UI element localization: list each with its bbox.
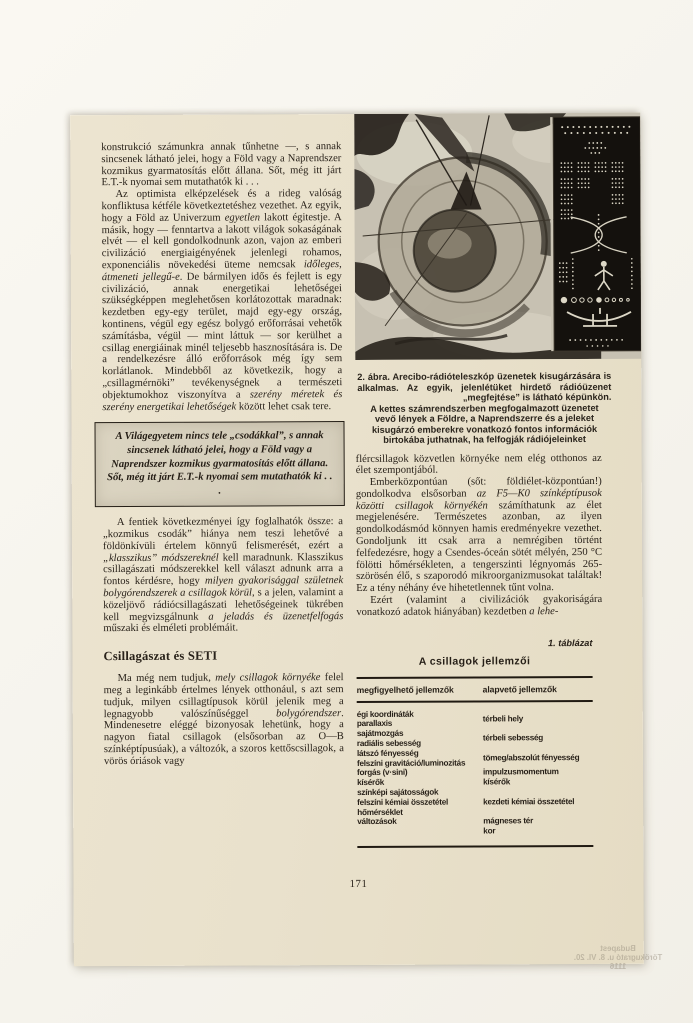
table-row-group (357, 787, 593, 817)
left-column (101, 141, 344, 768)
observable-cell: színképi sajátosságok felszíni kémiai összetétel hőmérséklet (357, 787, 449, 817)
observable-cell: forgás (v·sini) (356, 768, 408, 778)
arecibo-message-panel (550, 117, 641, 351)
stars-characteristics-table (356, 638, 593, 848)
table-row-group (357, 748, 593, 769)
paragraph: Az optimista elképzelések és a rideg valóság konfliktusa kétféle következtetéshez vezethet. Az egyik, hogy a Föld az Univerzum egyetlen lakott égitestje. A másik, hogy — fenntartva a lakott világok sokaságának elvét — el kell gondolkodnunk azon, vajon az emberi civilizáció energiaigényének jelenlegi rohamos, exponenciális növekedési üteme nemcsak időleges, átmeneti jellegű-e. De bármilyen idős és fejlett is egy civilizáció, annak energetikai lehetőségei szükségképpen meglehetősen korlátozottak maradnak: kezdetben egy-egy terület, majd egy-egy ország, kontinens, végül egy egész bolygó erőforrásai vehetők számításba, végül — mint láttuk — sor kerülhet a csillag energiáinak minél teljesebb hasznosítására is. De a rendelkezésre álló erőforrások még így sem korlátlanok. Mindebből az következik, hogy a „csillagmérnöki” tevékenységnek a természeti objektumokhoz viszonyítva a szerény méretek és szerény energetikai lehetőségek között lehet csak tere. (101, 188, 343, 413)
observable-cell: égi koordináták parallaxis (356, 709, 414, 729)
right-column (354, 113, 643, 848)
quote-box-text: A Világegyetem nincs tele „csodákkal”, s annak sincsenek látható jelei, hogy a Föld vagy a Naprendszer kozmikus gyarmatosítás előtt állana. Sőt, még itt járt E.T.-k nyomai sem mutathatók ki . . . (107, 430, 333, 497)
observable-cell: látszó fényesség felszíni gravitáció/luminozitás (356, 748, 466, 768)
figure-caption-part2: A kettes számrendszerben megfogalmazott üzenetet vevő lények a Földre, a Naprendszerre és a jeleket kisugárzó emberekre vonatkozó fontos információk birtokába juthatnak, ha felfogják rádiójeleinket (370, 402, 599, 445)
scanned-page (70, 113, 644, 966)
right-column-text (356, 452, 603, 618)
section-heading: Csillagászat és SETI (103, 648, 218, 664)
table-header-fundamental: alapvető jellemzők (482, 683, 557, 695)
paragraph: Emberközpontúan (sőt: földiélet-központúan!) gondolkodva elsősorban az F5—K0 színképtípusok közötti csillagok környékén számíthatunk az élet megjelenésére. Természetes azonban, az ilyen gondolkodásmód könnyen hamis eredményekre vezethet. Gondoljunk itt csak arra a nemrégiben történt felfedezésre, hogy a Csendes-óceán sötét mélyén, 250 °C fölötti hőmérsékleten, a tengerszinti légnyomás 265-szörösén élő, s szaporodó mikroorganizmusokat találtak! Ez a tény néhány éve hihetetlennek tűnt volna. (355, 476, 603, 595)
fundamental-cell: mágneses tér kor (483, 816, 534, 836)
observable-cell: változások (357, 817, 397, 827)
table-body (357, 702, 594, 846)
fundamental-cell: kísérők (483, 777, 511, 787)
page-number: 171 (349, 877, 368, 891)
paragraph: Ezért (valamint a civilizációk gyakoriságára vonatkozó adatok hiányában) kezdetben a lehe- (356, 593, 603, 618)
left-column-text-mid (103, 516, 344, 635)
fundamental-cell: kezdeti kémiai összetétel (483, 796, 575, 807)
paragraph: konstrukció számunkra annak tűnhetne —, s annak sincsenek látható jelei, hogy a Föld vagy a Naprendszer kozmikus gyarmatosítás előtt állana. Sőt, még itt járt E.T.-k nyomai sem mutathatók ki . . . (101, 141, 342, 189)
paragraph: flércsillagok közvetlen környéke nem elég otthonos az élet szempontjából. (355, 452, 602, 477)
arecibo-photo (354, 113, 641, 360)
figure-caption-part1: 2. ábra. Arecibo-rádióteleszkóp üzenetek kisugárzására is alkalmas. Az egyik, jelenlétüket hirdető rádióüzenet „megfejtése” is látható képünkön. (357, 370, 612, 403)
table-header-row (357, 678, 593, 701)
table-title: A csillagok jellemzői (418, 654, 531, 668)
paragraph: Ma még nem tudjuk, mely csillagok környéke felel meg a leginkább értelmes lények otthonául, s azt sem tudjuk, milyen csillagtípusok körül jelenik meg a legnagyobb valószínűséggel bolygórendszer. Mindenesetre eléggé bizonyosak lehetünk, hogy a nagyon fiatal csillagok (elsősorban az O—B színképtípusúak), a változók, a szoros kettőscsillagok, a vörös óriások vagy (103, 672, 344, 767)
fundamental-cell: térbeli hely (482, 713, 524, 723)
table-row-group (357, 728, 593, 749)
left-column-text-top (101, 141, 342, 413)
table-row-group (357, 816, 593, 837)
paragraph: A fentiek következményei így foglalhatók össze: a „kozmikus csodák” hiánya nem teszi lehetővé a földönkívüli értelem könnyű felismerését, ezért a „klasszikus” módszereknél kell maradnunk. Klasszikus csillagászati módszerekkel kell választ adnunk arra a fontos kérdésre, hogy milyen gyakorisággal születnek bolygórendszerek a csillagok körül, s a jelen, valamint a közeljövő rádiócsillagászati lehetőségeinek tükrében kell megvizsgálnunk a jeladás és üzenetfelfogás műszaki és elméleti problémáit. (102, 516, 344, 635)
table-rule-bottom (357, 845, 593, 848)
table-row-group (357, 767, 593, 778)
figure-caption (357, 371, 611, 446)
fundamental-cell: térbeli sebesség (482, 733, 544, 743)
figure-arecibo (354, 113, 641, 360)
fundamental-cell: impulzusmomentum (482, 767, 559, 777)
observable-cell: kísérők (357, 778, 385, 788)
table-row-group (357, 709, 593, 730)
table-label: 1. táblázat (548, 637, 593, 648)
fundamental-cell: tömeg/abszolút fényesség (482, 752, 580, 763)
observable-cell: sajátmozgás radiális sebesség (356, 729, 421, 749)
left-column-text-bottom (104, 672, 344, 767)
bleed-through-text: Budapest Törökugrató u. 8. VI. 20. 1116 (573, 944, 663, 971)
table-header-observable: megfigyelhető jellemzők (356, 684, 454, 695)
quote-box (94, 421, 344, 507)
